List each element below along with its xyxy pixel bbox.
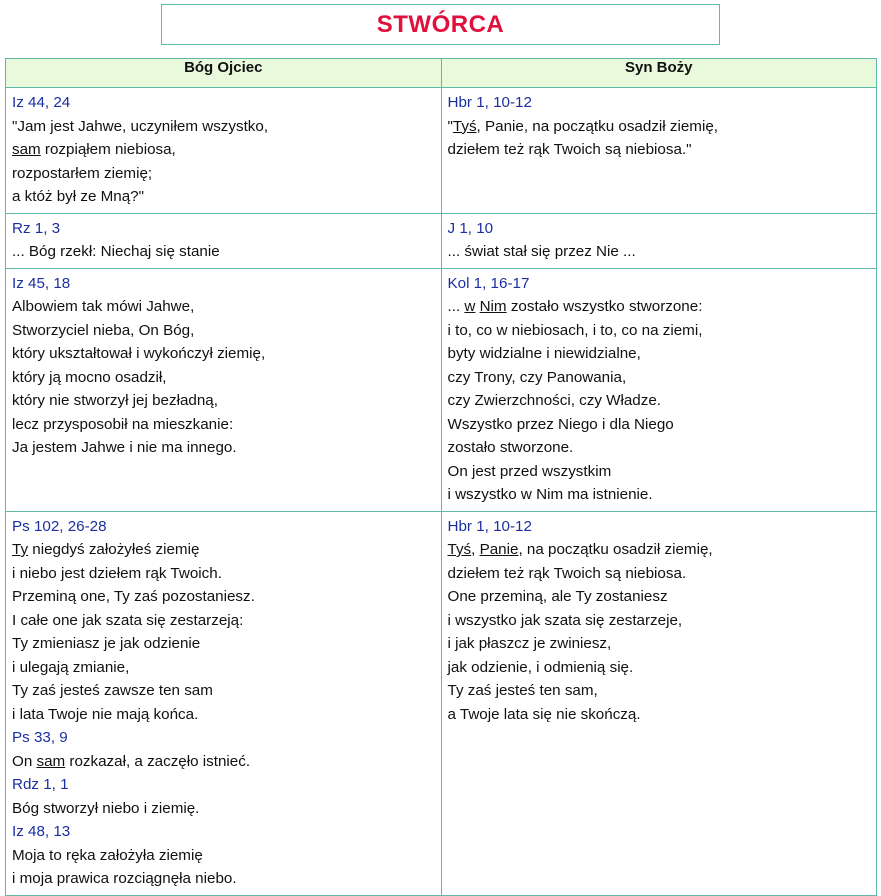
verse-text: byty widzialne i niewidzialne, — [447, 345, 641, 362]
verse-cell-left — [6, 268, 442, 511]
verse-text: który ją mocno osadził, — [12, 368, 167, 386]
verse-text: a któż był ze Mną?" — [12, 188, 145, 205]
verse-line — [448, 240, 871, 264]
verse-line — [12, 138, 435, 162]
verse-cell-right — [441, 213, 877, 268]
table-row — [6, 268, 877, 511]
verse-text: , Panie, na początku osadził ziemię, — [476, 117, 718, 135]
verse-text: On jest przed wszystkim — [447, 462, 612, 480]
verse-cell-right — [441, 511, 877, 895]
column-header-left: Bóg Ojciec — [6, 59, 442, 88]
verse-text: Moja to ręka założyła ziemię — [12, 846, 203, 864]
verse-line — [448, 115, 871, 139]
verse-text: Ty zaś jesteś zawsze ten sam — [12, 682, 213, 699]
verse-text: dziełem też rąk Twoich są niebiosa. — [447, 564, 687, 582]
verse-cell-right — [441, 268, 877, 511]
verse-text: zostało wszystko stworzone: — [506, 298, 703, 315]
verse-line — [12, 240, 435, 264]
verse-text: czy Trony, czy Panowania, — [447, 368, 627, 386]
verse-line — [12, 750, 435, 774]
verse-line — [448, 389, 871, 413]
comparison-table — [5, 58, 877, 896]
verse-text: Przeminą one, Ty zaś pozostaniesz. — [12, 588, 255, 605]
verse-line — [12, 609, 435, 633]
verse-text: One przeminą, ale Ty zostaniesz — [447, 588, 668, 605]
verse-line — [448, 538, 871, 562]
verse-text: Ty zmieniasz je jak odzienie — [12, 635, 201, 652]
verse-text: rozpiąłem niebiosa, — [40, 141, 176, 158]
verse-line — [448, 632, 871, 656]
verse-text: dziełem też rąk Twoich są niebiosa." — [447, 141, 692, 158]
verse-line — [12, 389, 435, 413]
emphasized-word: sam — [12, 141, 41, 158]
emphasized-word: Nim — [479, 298, 507, 315]
verse-text: lecz przysposobił na mieszkanie: — [12, 415, 234, 433]
verse-text: i to, co w niebiosach, i to, co na ziemi, — [447, 321, 703, 339]
verse-text: Wszystko przez Niego i dla Niego — [447, 415, 674, 433]
emphasized-word: Tyś — [452, 117, 477, 135]
page-title: STWÓRCA — [376, 10, 505, 38]
verse-text: On — [12, 752, 37, 770]
verse-text: i wszystko w Nim ma istnienie. — [447, 486, 653, 503]
verse-line — [12, 656, 435, 680]
verse-line — [12, 867, 435, 891]
verse-line — [448, 656, 871, 680]
verse-cell-left — [6, 511, 442, 895]
verse-text: a Twoje lata się nie skończą. — [447, 705, 641, 723]
verse-line — [448, 679, 871, 703]
verse-line — [448, 436, 871, 460]
verse-text: który nie stworzył jej bezładną, — [12, 392, 218, 409]
verse-text: i niebo jest dziełem rąk Twoich. — [12, 564, 222, 582]
verse-text: " — [447, 117, 453, 135]
verse-cell-right — [441, 88, 877, 214]
verse-text: ... Bóg rzekł: Niechaj się stanie — [12, 243, 220, 260]
verse-text: ... świat stał się przez Nie ... — [447, 243, 636, 260]
table-row — [6, 213, 877, 268]
verse-text: Stworzyciel nieba, On Bóg, — [12, 321, 195, 339]
emphasized-word: Panie — [479, 541, 519, 558]
verse-text: który ukształtował i wykończył ziemię, — [12, 345, 266, 362]
verse-line — [12, 162, 435, 186]
verse-line — [448, 319, 871, 343]
verse-text: i lata Twoje nie mają końca. — [12, 705, 199, 723]
verse-text: i wszystko jak szata się zestarzeje, — [447, 611, 683, 629]
verse-reference: Hbr 1, 10-12 — [447, 94, 532, 111]
verse-text: Albowiem tak mówi Jahwe, — [12, 298, 195, 315]
verse-line — [12, 413, 435, 437]
verse-text: i moja prawica rozciągnęła niebo. — [12, 870, 237, 887]
verse-line — [12, 797, 435, 821]
verse-text: ... — [447, 298, 465, 315]
table-row — [6, 511, 877, 895]
verse-reference: Iz 45, 18 — [12, 274, 71, 292]
verse-line — [12, 844, 435, 868]
verse-line — [448, 703, 871, 727]
verse-text: Bóg stworzył niebo i ziemię. — [12, 799, 200, 817]
verse-line — [12, 366, 435, 390]
verse-line — [448, 138, 871, 162]
verse-text: , — [471, 541, 480, 558]
verse-reference: Rz 1, 3 — [12, 219, 61, 237]
verse-text: jak odzienie, i odmienią się. — [447, 658, 634, 676]
verse-text: "Jam jest Jahwe, uczyniłem wszystko, — [12, 117, 269, 135]
verse-reference: J 1, 10 — [447, 219, 494, 237]
emphasized-word: Ty — [12, 541, 29, 558]
emphasized-word: w — [464, 298, 476, 315]
header-row — [6, 59, 877, 88]
verse-reference: Ps 33, 9 — [12, 729, 68, 746]
verse-text: rozpostarłem ziemię; — [12, 164, 153, 182]
verse-line — [12, 115, 435, 139]
verse-line — [12, 679, 435, 703]
verse-reference: Iz 48, 13 — [12, 823, 71, 840]
verse-text: rozkazał, a zaczęło istnieć. — [65, 752, 251, 770]
verse-line — [448, 295, 871, 319]
verse-reference: Iz 44, 24 — [12, 94, 71, 111]
verse-reference: Hbr 1, 10-12 — [447, 517, 532, 535]
verse-line — [12, 538, 435, 562]
verse-reference: Kol 1, 16-17 — [447, 274, 530, 292]
verse-line — [448, 342, 871, 366]
verse-cell-left — [6, 88, 442, 214]
verse-text: Ty zaś jesteś ten sam, — [447, 682, 598, 699]
verse-text: I całe one jak szata się zestarzeją: — [12, 611, 244, 629]
verse-line — [448, 460, 871, 484]
verse-line — [12, 562, 435, 586]
verse-line — [448, 366, 871, 390]
verse-text: zostało stworzone. — [447, 439, 574, 456]
verse-line — [12, 703, 435, 727]
emphasized-word: Tyś — [447, 541, 472, 558]
verse-line — [12, 436, 435, 460]
table-row — [6, 88, 877, 214]
verse-text: i jak płaszcz je zwiniesz, — [447, 635, 612, 652]
verse-line — [12, 632, 435, 656]
verse-line — [448, 585, 871, 609]
verse-line — [448, 609, 871, 633]
verse-line — [12, 342, 435, 366]
verse-text: , na początku osadził ziemię, — [518, 541, 713, 558]
verse-text: Ja jestem Jahwe i nie ma innego. — [12, 439, 237, 456]
verse-line — [12, 585, 435, 609]
title-box — [161, 4, 720, 45]
verse-line — [12, 319, 435, 343]
verse-text: niegdyś założyłeś ziemię — [28, 541, 200, 558]
verse-text: i ulegają zmianie, — [12, 658, 130, 676]
verse-line — [448, 483, 871, 507]
verse-text: czy Zwierzchności, czy Władze. — [447, 392, 662, 409]
verse-line — [448, 562, 871, 586]
verse-line — [448, 413, 871, 437]
verse-line — [12, 295, 435, 319]
verse-cell-left — [6, 213, 442, 268]
verse-reference: Rdz 1, 1 — [12, 776, 69, 793]
column-header-right: Syn Boży — [441, 59, 877, 88]
verse-line — [12, 185, 435, 209]
verse-reference: Ps 102, 26-28 — [12, 517, 107, 535]
emphasized-word: sam — [36, 752, 66, 770]
